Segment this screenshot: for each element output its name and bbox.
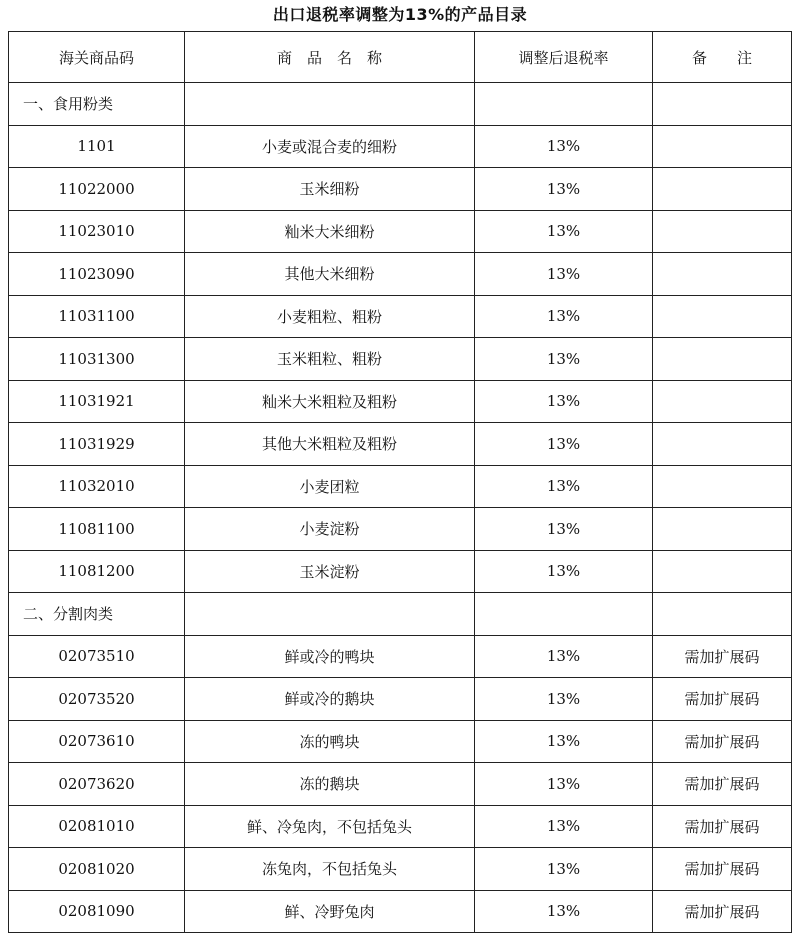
product-catalog-table (8, 31, 792, 933)
rebate-rate-cell: 13% (475, 805, 653, 848)
table-row (9, 465, 792, 508)
rebate-rate-cell: 13% (475, 848, 653, 891)
table-row (9, 635, 792, 678)
product-name-cell: 籼米大米粗粒及粗粉 (185, 380, 475, 423)
customs-code-cell: 02073610 (9, 720, 185, 763)
rebate-rate-cell: 13% (475, 678, 653, 721)
rebate-rate-cell: 13% (475, 168, 653, 211)
product-name-cell: 其他大米细粉 (185, 253, 475, 296)
customs-code-cell: 11022000 (9, 168, 185, 211)
customs-code-cell: 02081010 (9, 805, 185, 848)
category-empty-note (653, 83, 792, 126)
table-row (9, 678, 792, 721)
customs-code-cell: 02081090 (9, 890, 185, 933)
table-row (9, 720, 792, 763)
table-row (9, 890, 792, 933)
table-row (9, 848, 792, 891)
product-name-cell: 小麦团粒 (185, 465, 475, 508)
remarks-cell: 需加扩展码 (653, 720, 792, 763)
table-row (9, 168, 792, 211)
remarks-cell (653, 508, 792, 551)
header-product-name: 商 品 名 称 (185, 32, 475, 83)
customs-code-cell: 1101 (9, 125, 185, 168)
product-name-cell: 冻的鹅块 (185, 763, 475, 806)
remarks-cell: 需加扩展码 (653, 678, 792, 721)
table-row (9, 295, 792, 338)
document-title: 出口退税率调整为13%的产品目录 (272, 5, 528, 24)
remarks-cell (653, 380, 792, 423)
product-name-cell: 小麦或混合麦的细粉 (185, 125, 475, 168)
remarks-cell (653, 295, 792, 338)
customs-code-cell: 11023090 (9, 253, 185, 296)
rebate-rate-cell: 13% (475, 210, 653, 253)
remarks-cell (653, 253, 792, 296)
rebate-rate-cell: 13% (475, 338, 653, 381)
category-label: 一、食用粉类 (9, 83, 185, 126)
table-row (9, 125, 792, 168)
table-row (9, 423, 792, 466)
table-row (9, 508, 792, 551)
rebate-rate-cell: 13% (475, 423, 653, 466)
rebate-rate-cell: 13% (475, 890, 653, 933)
rebate-rate-cell: 13% (475, 295, 653, 338)
rebate-rate-cell: 13% (475, 508, 653, 551)
product-name-cell: 其他大米粗粒及粗粉 (185, 423, 475, 466)
remarks-cell (653, 125, 792, 168)
category-empty-name (185, 83, 475, 126)
rebate-rate-cell: 13% (475, 125, 653, 168)
table-body (9, 83, 792, 933)
product-name-cell: 小麦粗粒、粗粉 (185, 295, 475, 338)
product-name-cell: 籼米大米细粉 (185, 210, 475, 253)
table-row (9, 338, 792, 381)
category-empty-note (653, 593, 792, 636)
remarks-cell: 需加扩展码 (653, 635, 792, 678)
header-remarks: 备 注 (653, 32, 792, 83)
product-name-cell: 玉米粗粒、粗粉 (185, 338, 475, 381)
customs-code-cell: 02073620 (9, 763, 185, 806)
category-row (9, 83, 792, 126)
customs-code-cell: 11031100 (9, 295, 185, 338)
customs-code-cell: 02073520 (9, 678, 185, 721)
customs-code-cell: 11031921 (9, 380, 185, 423)
remarks-cell (653, 465, 792, 508)
product-name-cell: 冻的鸭块 (185, 720, 475, 763)
remarks-cell (653, 338, 792, 381)
table-header-row (9, 32, 792, 83)
rebate-rate-cell: 13% (475, 253, 653, 296)
rebate-rate-cell: 13% (475, 550, 653, 593)
category-row (9, 593, 792, 636)
customs-code-cell: 02073510 (9, 635, 185, 678)
remarks-cell: 需加扩展码 (653, 763, 792, 806)
table-row (9, 210, 792, 253)
category-label: 二、分割肉类 (9, 593, 185, 636)
product-name-cell: 鲜、冷兔肉，不包括兔头 (185, 805, 475, 848)
category-empty-rate (475, 593, 653, 636)
remarks-cell (653, 423, 792, 466)
product-name-cell: 鲜或冷的鹅块 (185, 678, 475, 721)
rebate-rate-cell: 13% (475, 763, 653, 806)
customs-code-cell: 11023010 (9, 210, 185, 253)
rebate-rate-cell: 13% (475, 380, 653, 423)
table-row (9, 380, 792, 423)
category-empty-rate (475, 83, 653, 126)
remarks-cell: 需加扩展码 (653, 848, 792, 891)
rebate-rate-cell: 13% (475, 635, 653, 678)
category-empty-name (185, 593, 475, 636)
customs-code-cell: 11081200 (9, 550, 185, 593)
product-name-cell: 玉米淀粉 (185, 550, 475, 593)
remarks-cell: 需加扩展码 (653, 805, 792, 848)
remarks-cell (653, 210, 792, 253)
remarks-cell (653, 550, 792, 593)
customs-code-cell: 11031929 (9, 423, 185, 466)
product-name-cell: 冻兔肉，不包括兔头 (185, 848, 475, 891)
rebate-rate-cell: 13% (475, 720, 653, 763)
table-row (9, 550, 792, 593)
table-row (9, 763, 792, 806)
customs-code-cell: 02081020 (9, 848, 185, 891)
customs-code-cell: 11031300 (9, 338, 185, 381)
product-name-cell: 鲜或冷的鸭块 (185, 635, 475, 678)
product-name-cell: 玉米细粉 (185, 168, 475, 211)
customs-code-cell: 11081100 (9, 508, 185, 551)
header-adjusted-rate: 调整后退税率 (475, 32, 653, 83)
remarks-cell: 需加扩展码 (653, 890, 792, 933)
table-row (9, 805, 792, 848)
remarks-cell (653, 168, 792, 211)
table-row (9, 253, 792, 296)
product-name-cell: 小麦淀粉 (185, 508, 475, 551)
product-name-cell: 鲜、冷野兔肉 (185, 890, 475, 933)
rebate-rate-cell: 13% (475, 465, 653, 508)
header-customs-code: 海关商品码 (9, 32, 185, 83)
customs-code-cell: 11032010 (9, 465, 185, 508)
